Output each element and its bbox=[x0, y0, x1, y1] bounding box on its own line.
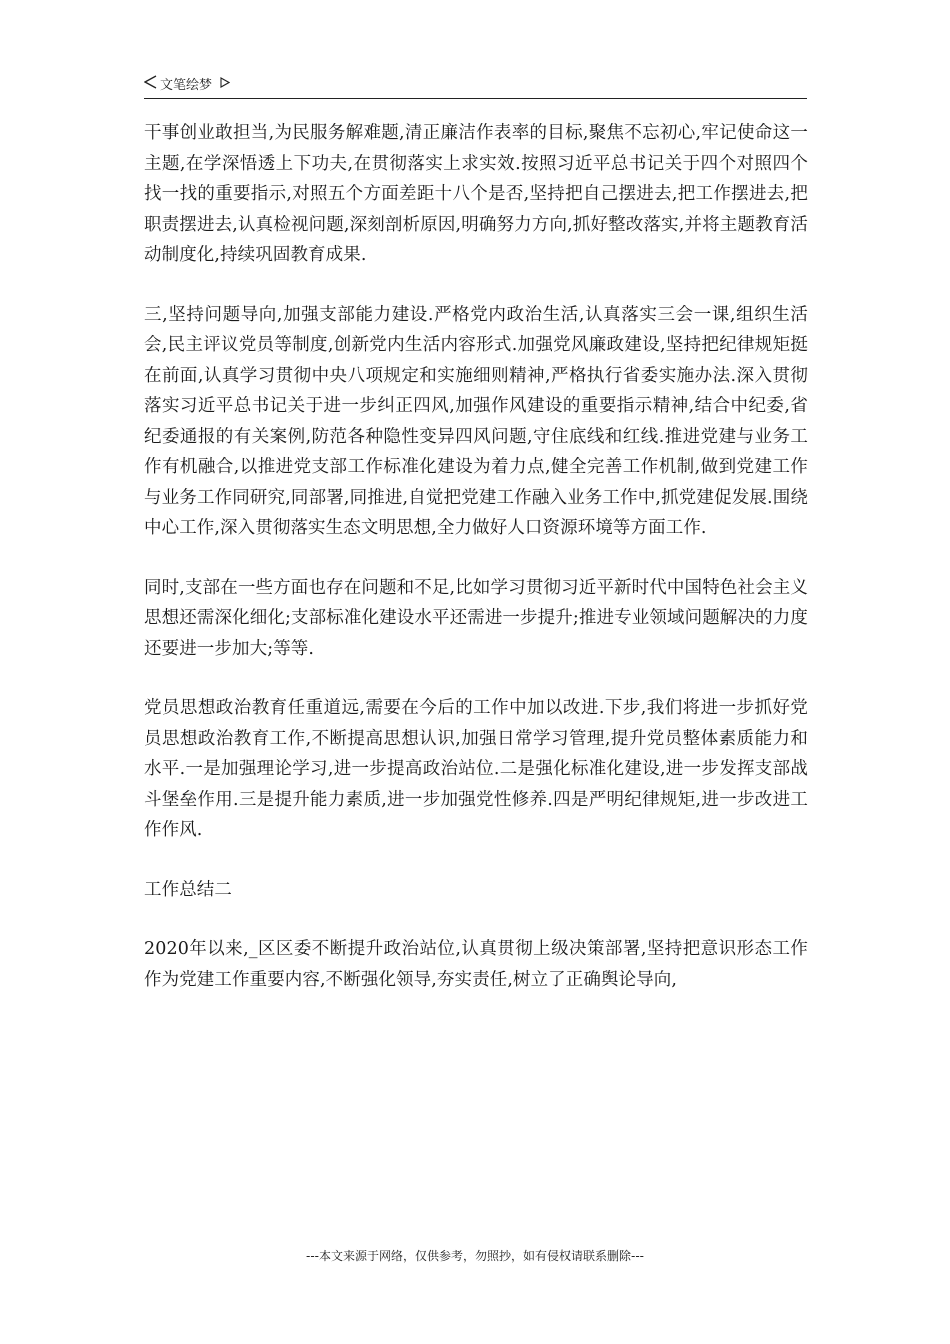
header-brand bbox=[144, 74, 230, 93]
section-heading: 工作总结二 bbox=[144, 879, 232, 900]
triangle-right-icon bbox=[220, 77, 230, 91]
paragraph-4: 党员思想政治教育任重道远,需要在今后的工作中加以改进.下步,我们将进一步抓好党员思想政治教育工作,不断提高思想认识,加强日常学习管理,提升党员整体素质能力和水平.一是加强理论学习,进一步提高政治站位.二是强化标准化建设,进一步发挥支部战斗堡垒作用.三是提升能力素质,进一步加强党性修养.四是严明纪律规矩,进一步改进工作作风. bbox=[144, 698, 808, 840]
triangle-left-icon bbox=[144, 75, 157, 93]
brand-label: 文笔绘梦 bbox=[160, 78, 213, 93]
document-body bbox=[144, 118, 808, 995]
page-header bbox=[144, 74, 807, 99]
footer-disclaimer: ---本文来源于网络，仅供参考，勿照抄，如有侵权请联系删除--- bbox=[306, 1249, 644, 1263]
paragraph-3: 同时,支部在一些方面也存在问题和不足,比如学习贯彻习近平新时代中国特色社会主义思想还需深化细化;支部标准化建设水平还需进一步提升;推进专业领域问题解决的力度还要进一步加大;等等. bbox=[144, 577, 808, 659]
paragraph-2: 三,坚持问题导向,加强支部能力建设.严格党内政治生活,认真落实三会一课,组织生活会,民主评议党员等制度,创新党内生活内容形式.加强党风廉政建设,坚持把纪律规矩挺在前面,认真学习贯彻中央八项规定和实施细则精神,严格执行省委实施办法.深入贯彻落实习近平总书记关于进一步纠正四风,加强作风建设的重要指示精神,结合中纪委,省纪委通报的有关案例,防范各种隐性变异四风问题,守住底线和红线.推进党建与业务工作有机融合,以推进党支部工作标准化建设为着力点,健全完善工作机制,做到党建工作与业务工作同研究,同部署,同推进,自觉把党建工作融入业务工作中,抓党建促发展.围绕中心工作,深入贯彻落实生态文明思想,全力做好人口资源环境等方面工作. bbox=[144, 304, 808, 538]
paragraph-1: 干事创业敢担当,为民服务解难题,清正廉洁作表率的目标,聚焦不忘初心,牢记使命这一主题,在学深悟透上下功夫,在贯彻落实上求实效.按照习近平总书记关于四个对照四个找一找的重要指示,对照五个方面差距十八个是否,坚持把自己摆进去,把工作摆进去,把职责摆进去,认真检视问题,深刻剖析原因,明确努力方向,抓好整改落实,并将主题教育活动制度化,持续巩固教育成果. bbox=[144, 123, 808, 265]
paragraph-5: 2020年以来,_区区委不断提升政治站位,认真贯彻上级决策部署,坚持把意识形态工作作为党建工作重要内容,不断强化领导,夯实责任,树立了正确舆论导向, bbox=[144, 939, 808, 990]
